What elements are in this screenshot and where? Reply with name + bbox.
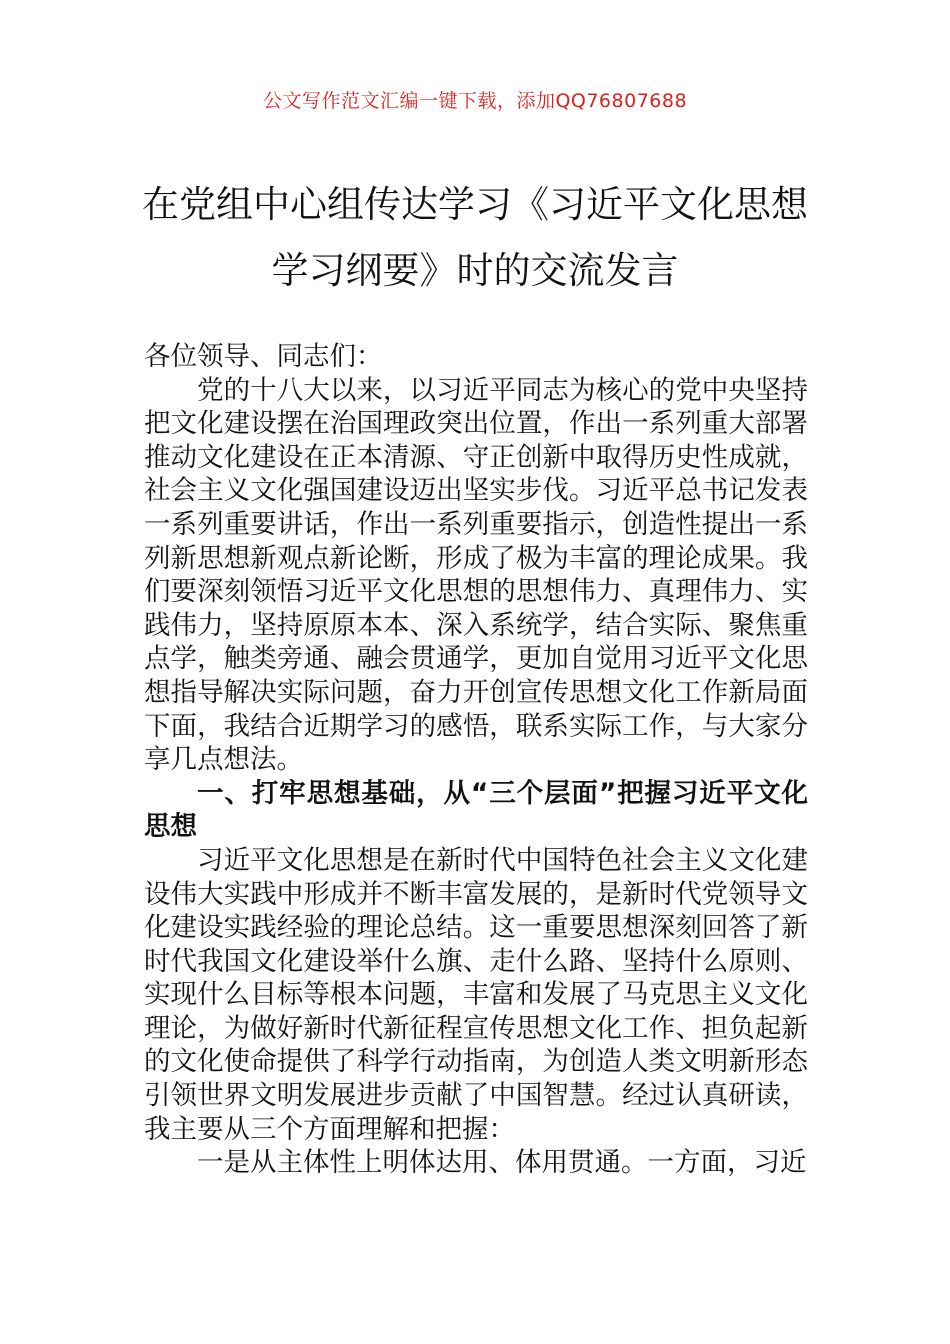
paragraph: 习近平文化思想是在新时代中国特色社会主义文化建设伟大实践中形成并不断丰富发展的，是新时代党领导文化建设实践经验的理论总结。这一重要思想深刻回答了新时代我国文化建设举什么旗、走什么路、坚持什么原则、实现什么目标等根本问题，丰富和发展了马克思主义文化理论，为做好新时代新征程宣传思想文化工作、担负起新的文化使命提供了科学行动指南，为创造人类文明新形态引领世界文明发展进步贡献了中国智慧。经过认真研读，我主要从三个方面理解和把握： [144,844,808,1145]
document-body [144,340,808,1180]
title-line-1: 在党组中心组传达学习《习近平文化思想 [142,183,808,226]
salutation: 各位领导、同志们： [144,341,383,372]
section-heading: 一、打牢思想基础，从“三个层面”把握习近平文化思想 [144,777,808,843]
promo-banner: 公文写作范文汇编一键下载，添加QQ76807688 [262,90,688,112]
title-line-2: 学习纲要》时的交流发言 [271,249,679,292]
paragraph: 党的十八大以来，以习近平同志为核心的党中央坚持把文化建设摆在治国理政突出位置，作出一系列重大部署推动文化建设在正本清源、守正创新中取得历史性成就，社会主义文化强国建设迈出坚实步伐。习近平总书记发表一系列重要讲话，作出一系列重要指示，创造性提出一系列新思想新观点新论断，形成了极为丰富的理论成果。我们要深刻领悟习近平文化思想的思想伟力、真理伟力、实践伟力，坚持原原本本、深入系统学，结合实际、聚焦重点学，触类旁通、融会贯通学，更加自觉用习近平文化思想指导解决实际问题，奋力开创宣传思想文化工作新局面下面，我结合近期学习的感悟，联系实际工作，与大家分享几点想法。 [144,374,808,776]
document-title [110,172,840,304]
paragraph: 一是从主体性上明体达用、体用贯通。一方面，习近 [197,1147,807,1179]
